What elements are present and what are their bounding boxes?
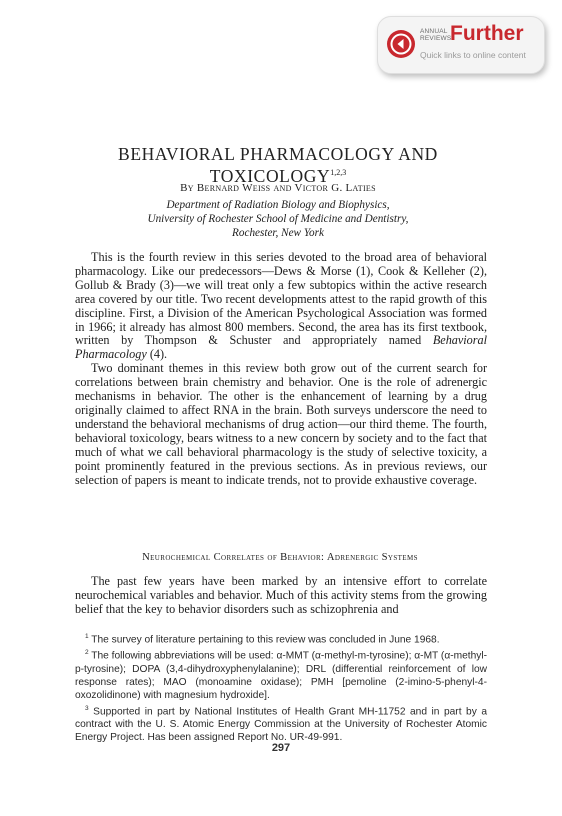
article-title-line-1: BEHAVIORAL PHARMACOLOGY AND: [118, 144, 438, 164]
badge-further-text: Further: [450, 22, 524, 45]
footnote-2-text: The following abbreviations will be used: α-MMT (α-methyl-m-tyrosine); α-MT (α-methyl-p-tyrosine); DOPA (3,4-dihydroxyphenylalanine); DRL (differential reinforcement of low response rates); MAO (monoamine oxidase); PMH [pemoline (2-imino-5-phenyl-4-oxozolidinone) with magnesium hydroxide].: [75, 650, 487, 701]
footnote-2-mark: 2: [85, 649, 89, 657]
affiliation-line-3: Rochester, New York: [232, 227, 324, 239]
article-authors: By Bernard Weiss and Victor G. Laties: [180, 182, 376, 194]
badge-reviews-text: REVIEWS: [420, 35, 452, 42]
section-text: [75, 575, 487, 617]
annual-reviews-further-badge[interactable]: [377, 16, 545, 74]
section-paragraph-1: The past few years have been marked by an intensive effort to correlate neurochemical variables and behavior. Much of this activity stems from the growing belief that the key to behavior disorders such as schizophrenia and: [75, 574, 487, 616]
page-number: 297: [271, 742, 291, 754]
footnote-3-mark: 3: [85, 704, 89, 712]
section-heading: Neurochemical Correlates of Behavior: Adrenergic Systems: [142, 552, 418, 563]
further-logo-icon: [386, 29, 416, 59]
intro-p1-citation: (4).: [146, 347, 168, 362]
footnote-1: [75, 630, 487, 646]
footnotes: [75, 630, 487, 744]
intro-paragraph-2: Two dominant themes in this review both grow out of the current search for correlations between brain chemistry and behavior. One is the role of adrenergic mechanisms in behavior. The other is the enhancement of learning by a drug originally claimed to affect RNA in the brain. Both surveys underscore the need to understand the behavioral mechanisms of drug action—our third theme. The fourth, behavioral toxicology, bears witness to a new concern by society and to the fact that much of what we call behavioral pharmacology is the study of selective toxicity, a point prominently featured in the previous sections. As in previous reviews, our selection of papers is meant to indicate trends, not to provide exhaustive coverage.: [75, 361, 487, 487]
intro-text: [75, 251, 487, 487]
intro-p1-text: This is the fourth review in this series devoted to the broad area of behavioral pharmacology. Like our predecessors—Dews & Morse (1), Cook & Kelleher (2), Gollub & Brady (3)—we will treat only a few subtopics within the active research area covered by our title. Two recent developments attest to the rapid growth of this discipline. First, a Division of the American Psychological Association was formed in 1966; it already has almost 800 members. Second, the area has its first textbook, written by Thompson & Schuster and appropriately named: [75, 250, 487, 348]
footnote-2: [75, 646, 487, 701]
affiliation-line-2: University of Rochester School of Medicine and Dentistry,: [147, 213, 409, 225]
badge-annual-text: ANNUAL: [420, 28, 448, 35]
badge-tagline: Quick links to online content: [420, 50, 526, 60]
footnote-1-mark: 1: [85, 633, 89, 640]
intro-paragraph-1: [75, 251, 487, 362]
footnote-1-text: The survey of literature pertaining to this review was concluded in June 1968.: [91, 634, 440, 646]
title-footnote-refs: 1,2,3: [330, 168, 347, 177]
affiliation-line-1: Department of Radiation Biology and Biophysics,: [166, 199, 390, 211]
title-text: TOXICOLOGY: [209, 165, 331, 186]
book-title: Behavioral Pharmacology: [75, 333, 487, 362]
footnote-3: [75, 702, 487, 744]
footnote-3-text: Supported in part by National Institutes of Health Grant MH-11752 and in part by a contract with the U. S. Atomic Energy Commission at the University of Rochester Atomic Energy Project. Has been assigned Report No. UR-49-991.: [75, 706, 487, 744]
